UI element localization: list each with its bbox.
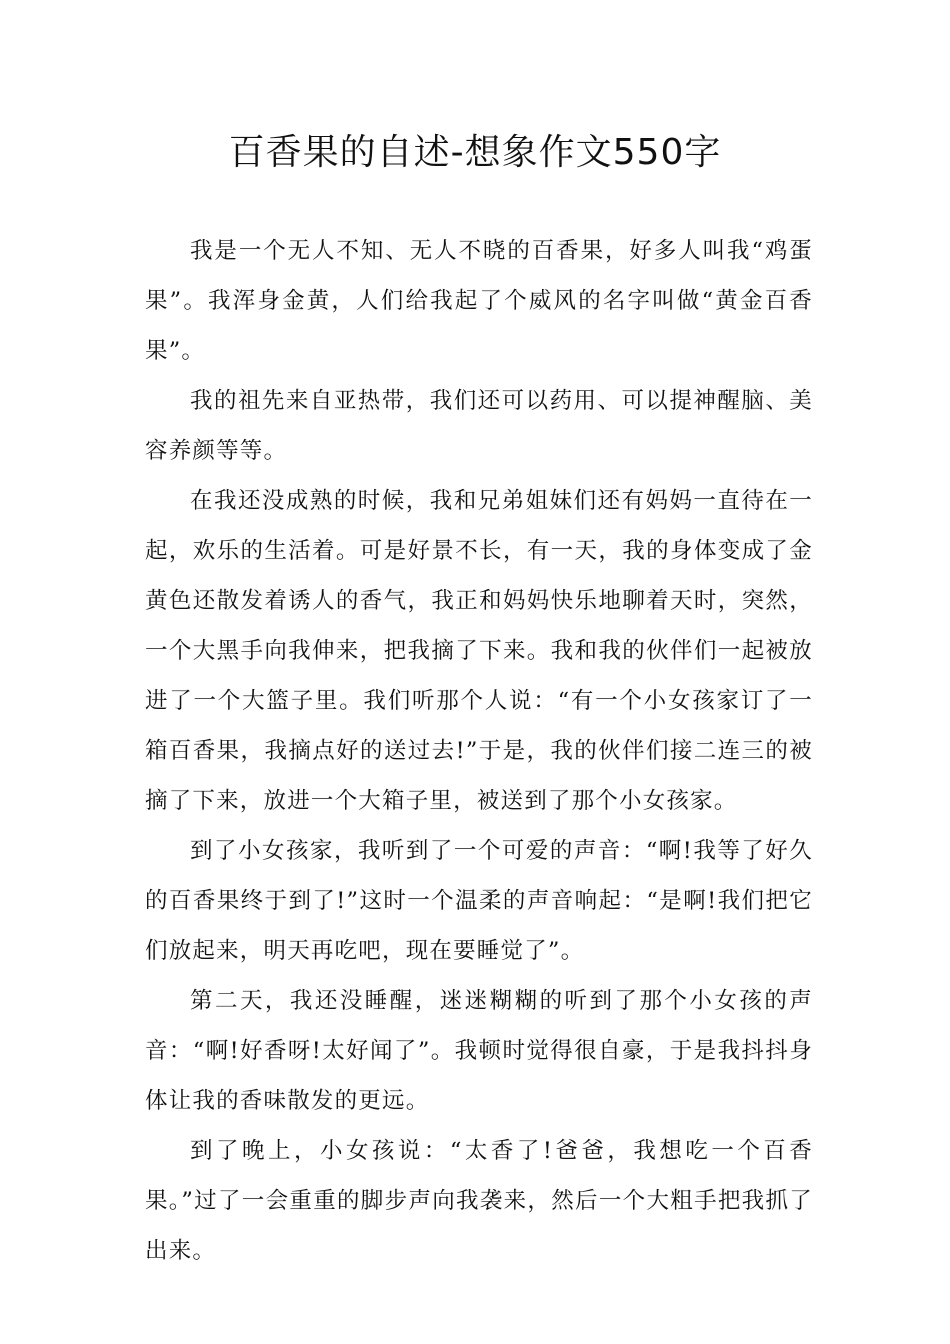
page-title: 百香果的自述-想象作文550字 <box>228 132 722 173</box>
paragraph-6: 到了晚上，小女孩说：“太香了!爸爸，我想吃一个百香果。”过了一会重重的脚步声向我袭来，然后一个大粗手把我抓了出来。 <box>145 1138 813 1264</box>
essay-body <box>145 226 813 1276</box>
paragraph-3: 在我还没成熟的时候，我和兄弟姐妹们还有妈妈一直待在一起，欢乐的生活着。可是好景不长，有一天，我的身体变成了金黄色还散发着诱人的香气，我正和妈妈快乐地聊着天时，突然，一个大黑手向我伸来，把我摘了下来。我和我的伙伴们一起被放进了一个大篮子里。我们听那个人说：“有一个小女孩家订了一箱百香果，我摘点好的送过去!”于是，我的伙伴们接二连三的被摘了下来，放进一个大箱子里，被送到了那个小女孩家。 <box>145 488 813 814</box>
paragraph-5: 第二天，我还没睡醒，迷迷糊糊的听到了那个小女孩的声音：“啊!好香呀!太好闻了”。我顿时觉得很自豪，于是我抖抖身体让我的香味散发的更远。 <box>145 988 813 1114</box>
paragraph-1: 我是一个无人不知、无人不晓的百香果，好多人叫我“鸡蛋果”。我浑身金黄，人们给我起了个威风的名字叫做“黄金百香果”。 <box>145 238 813 364</box>
paragraph-2: 我的祖先来自亚热带，我们还可以药用、可以提神醒脑、美容养颜等等。 <box>145 388 813 464</box>
paragraph-4: 到了小女孩家，我听到了一个可爱的声音：“啊!我等了好久的百香果终于到了!”这时一个温柔的声音响起：“是啊!我们把它们放起来，明天再吃吧，现在要睡觉了”。 <box>145 838 813 964</box>
